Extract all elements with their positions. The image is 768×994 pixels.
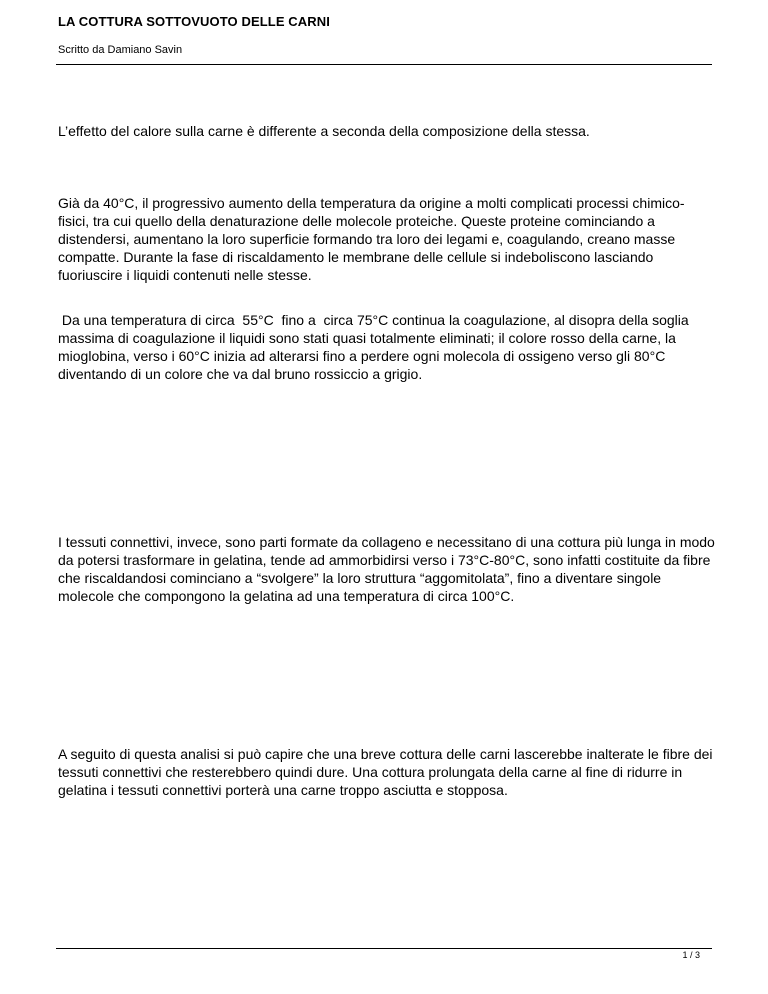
author-line: Scritto da Damiano Savin (58, 44, 183, 56)
paragraph: L’effetto del calore sulla carne è differente a seconda della composizione della stessa. (58, 123, 590, 139)
paragraph: Da una temperatura di circa 55°C fino a circa 75°C continua la coagulazione, al disopra della soglia massima di coagulazione il liquidi sono stati quasi totalmente eliminati; il colore rosso della carne, la mioglobina, verso i 60°C inizia ad alterarsi fino a perdere ogni molecola di ossigeno verso gli 80°C diventando di un colore che va dal bruno rossiccio a grigio. (58, 312, 693, 382)
header-divider (56, 64, 712, 65)
paragraph: A seguito di questa analisi si può capire che una breve cottura delle carni lascerebbe inalterate le fibre dei tessuti connettivi che resterebbero quindi dure. Una cottura prolungata della carne al fine di ridurre in gelatina i tessuti connettivi porterà una carne troppo asciutta e stopposa. (58, 746, 713, 798)
page-number: 1 / 3 (682, 950, 700, 960)
paragraph: Già da 40°C, il progressivo aumento della temperatura da origine a molti complicati processi chimico- fisici, tra cui quello della denaturazione delle molecole proteiche. Queste proteine cominciando a distendersi, aumentano la loro superficie formando tra loro dei legami e, coagulando, creano masse compatte. Durante la fase di riscaldamento le membrane delle cellule si indeboliscono lasciando fuoriuscire i liquidi contenuti nelle stesse. (58, 195, 685, 283)
paragraph: I tessuti connettivi, invece, sono parti formate da collageno e necessitano di una cottura più lunga in modo da potersi trasformare in gelatina, tende ad ammorbidirsi verso i 73°C-80°C, sono infatti costituite da fibre che riscaldandosi cominciano a “svolgere” la loro struttura “aggomitolata”, fino a diventare singole molecole che compongono la gelatina ad una temperatura di circa 100°C. (58, 534, 715, 604)
footer-divider (56, 948, 712, 949)
document-title: LA COTTURA SOTTOVUOTO DELLE CARNI (58, 14, 330, 29)
